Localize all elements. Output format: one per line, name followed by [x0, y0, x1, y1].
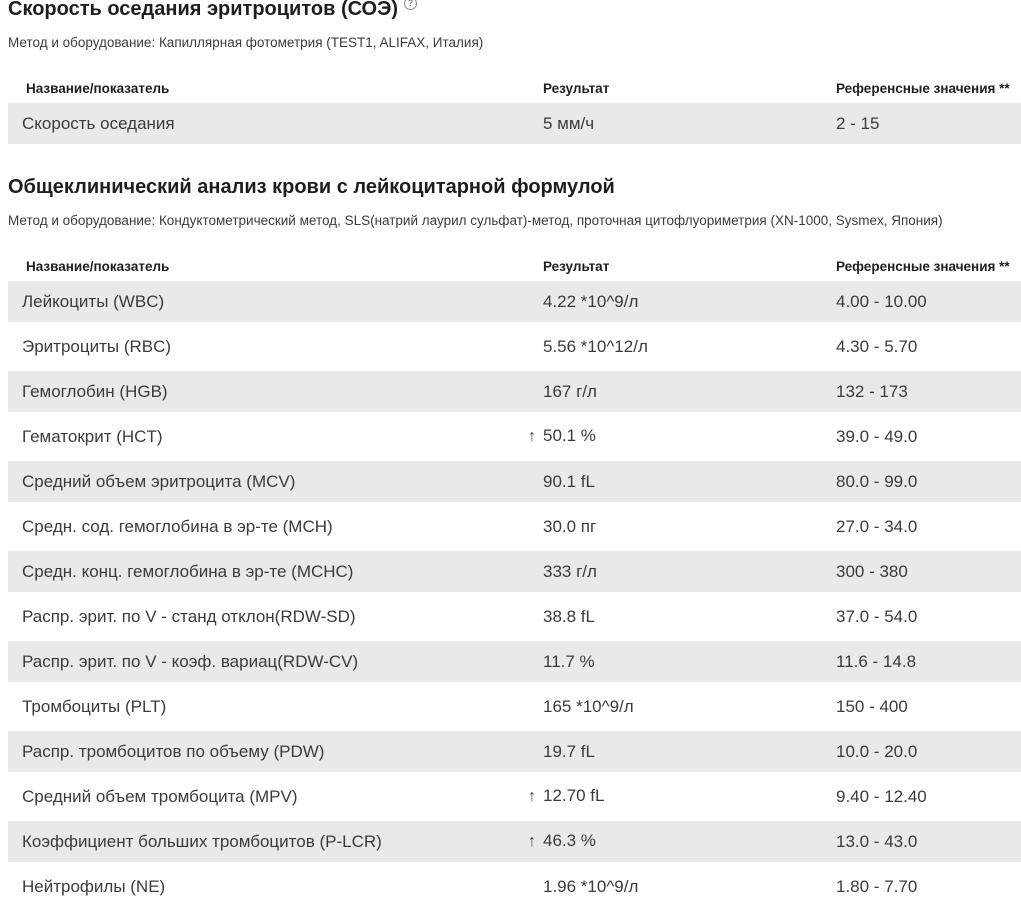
reference-range: 4.00 - 10.00: [836, 291, 927, 311]
table-row: [8, 281, 1021, 322]
result-text: 165 *10^9/л: [543, 696, 634, 716]
result-value: [543, 114, 836, 134]
table-row: [8, 506, 1021, 547]
section-title-text: Общеклинический анализ крови с лейкоцитарной формулой: [8, 176, 615, 198]
reference-range: 80.0 - 99.0: [836, 471, 918, 491]
reference-range: 150 - 400: [836, 696, 908, 716]
result-value: [543, 337, 836, 357]
results-table: [8, 78, 1021, 144]
parameter-name: Тромбоциты (PLT): [22, 696, 167, 716]
result-value: [543, 607, 836, 627]
parameter-name: Гематокрит (HCT): [22, 426, 163, 446]
table-row: [8, 371, 1021, 412]
result-value: [543, 877, 836, 897]
parameter-name: Распр. эрит. по V - станд отклон(RDW-SD): [22, 606, 356, 626]
result-text: 30.0 пг: [543, 516, 597, 536]
column-header-name: Название/показатель: [26, 258, 170, 274]
section-title-text: Скорость оседания эритроцитов (СОЭ): [8, 0, 398, 20]
reference-range: 11.6 - 14.8: [836, 651, 917, 671]
table-row: [8, 776, 1021, 817]
reference-range: 13.0 - 43.0: [836, 831, 918, 851]
reference-range: 1.80 - 7.70: [836, 876, 918, 896]
result-text: 38.8 fL: [543, 606, 595, 626]
result-text: 5.56 *10^12/л: [543, 336, 648, 356]
result-text: 50.1 %: [543, 426, 596, 445]
table-row: [8, 551, 1021, 592]
table-row: [8, 821, 1021, 862]
result-value: [543, 292, 836, 312]
table-row: [8, 461, 1021, 502]
lab-section: [8, 0, 1021, 144]
high-arrow-icon: ↑: [528, 428, 536, 445]
parameter-name: Эритроциты (RBC): [22, 336, 172, 356]
result-value: [543, 562, 836, 582]
table-body: [8, 281, 1021, 907]
result-text: 12.70 fL: [543, 786, 605, 805]
result-value: [543, 742, 836, 762]
parameter-name: Средний объем тромбоцита (MPV): [22, 786, 298, 806]
reference-range: 132 - 173: [836, 381, 908, 401]
high-arrow-icon: ↑: [528, 833, 536, 850]
reference-range: 39.0 - 49.0: [836, 426, 918, 446]
result-text: 46.3 %: [543, 831, 596, 850]
table-row: [8, 326, 1021, 367]
parameter-name: Средн. конц. гемоглобина в эр-те (MCHC): [22, 561, 354, 581]
table-row: [8, 731, 1021, 772]
parameter-name: Распр. тромбоцитов по объему (PDW): [22, 741, 325, 761]
result-text: 333 г/л: [543, 561, 597, 581]
result-value: [543, 517, 836, 537]
parameter-name: Скорость оседания: [22, 113, 175, 133]
table-body: [8, 103, 1021, 144]
reference-range: 2 - 15: [836, 113, 880, 133]
table-row: [8, 103, 1021, 144]
table-header-row: [8, 256, 1021, 276]
column-header-name: Название/показатель: [26, 80, 170, 96]
table-row: [8, 596, 1021, 637]
method-line: Метод и оборудование: Кондуктометрический метод, SLS(натрий лаурил сульфат)-метод, проточная цитофлуориметрия (XN-1000, Sysmex, Япония): [8, 213, 943, 228]
reference-range: 4.30 - 5.70: [836, 336, 918, 356]
result-text: 167 г/л: [543, 381, 597, 401]
section-title: [8, 0, 1021, 21]
result-text: 5 мм/ч: [543, 113, 595, 133]
table-row: [8, 641, 1021, 682]
result-value: [543, 652, 836, 672]
parameter-name: Нейтрофилы (NE): [22, 876, 166, 896]
result-value: [543, 472, 836, 492]
result-text: 90.1 fL: [543, 471, 595, 491]
result-value: [528, 426, 836, 447]
column-header-result: Результат: [543, 80, 610, 96]
reference-range: 10.0 - 20.0: [836, 741, 918, 761]
high-arrow-icon: ↑: [528, 788, 536, 805]
method-line: Метод и оборудование: Капиллярная фотометрия (TEST1, ALIFAX, Италия): [8, 35, 484, 50]
table-row: [8, 686, 1021, 727]
reference-range: 27.0 - 34.0: [836, 516, 918, 536]
result-text: 1.96 *10^9/л: [543, 876, 639, 896]
parameter-name: Средн. сод. гемоглобина в эр-те (MCH): [22, 516, 333, 536]
result-text: 19.7 fL: [543, 741, 595, 761]
result-text: 11.7 %: [543, 651, 595, 671]
parameter-name: Распр. эрит. по V - коэф. вариац(RDW-CV): [22, 651, 359, 671]
parameter-name: Гемоглобин (HGB): [22, 381, 168, 401]
result-text: 4.22 *10^9/л: [543, 291, 639, 311]
result-value: [543, 382, 836, 402]
parameter-name: Средний объем эритроцита (MCV): [22, 471, 296, 491]
parameter-name: Лейкоциты (WBC): [22, 291, 165, 311]
parameter-name: Коэффициент больших тромбоцитов (P-LCR): [22, 831, 382, 851]
result-value: [528, 831, 836, 852]
reference-range: 37.0 - 54.0: [836, 606, 918, 626]
table-header-row: [8, 78, 1021, 98]
lab-section: [8, 175, 1021, 907]
table-row: [8, 416, 1021, 457]
column-header-reference: Референсные значения **: [836, 258, 1010, 274]
results-table: [8, 256, 1021, 907]
section-title: [8, 175, 1021, 199]
result-value: [543, 697, 836, 717]
column-header-reference: Референсные значения **: [836, 80, 1010, 96]
help-icon[interactable]: ?: [404, 0, 417, 10]
table-row: [8, 866, 1021, 907]
reference-range: 300 - 380: [836, 561, 908, 581]
column-header-result: Результат: [543, 258, 610, 274]
result-value: [528, 786, 836, 807]
reference-range: 9.40 - 12.40: [836, 786, 927, 806]
